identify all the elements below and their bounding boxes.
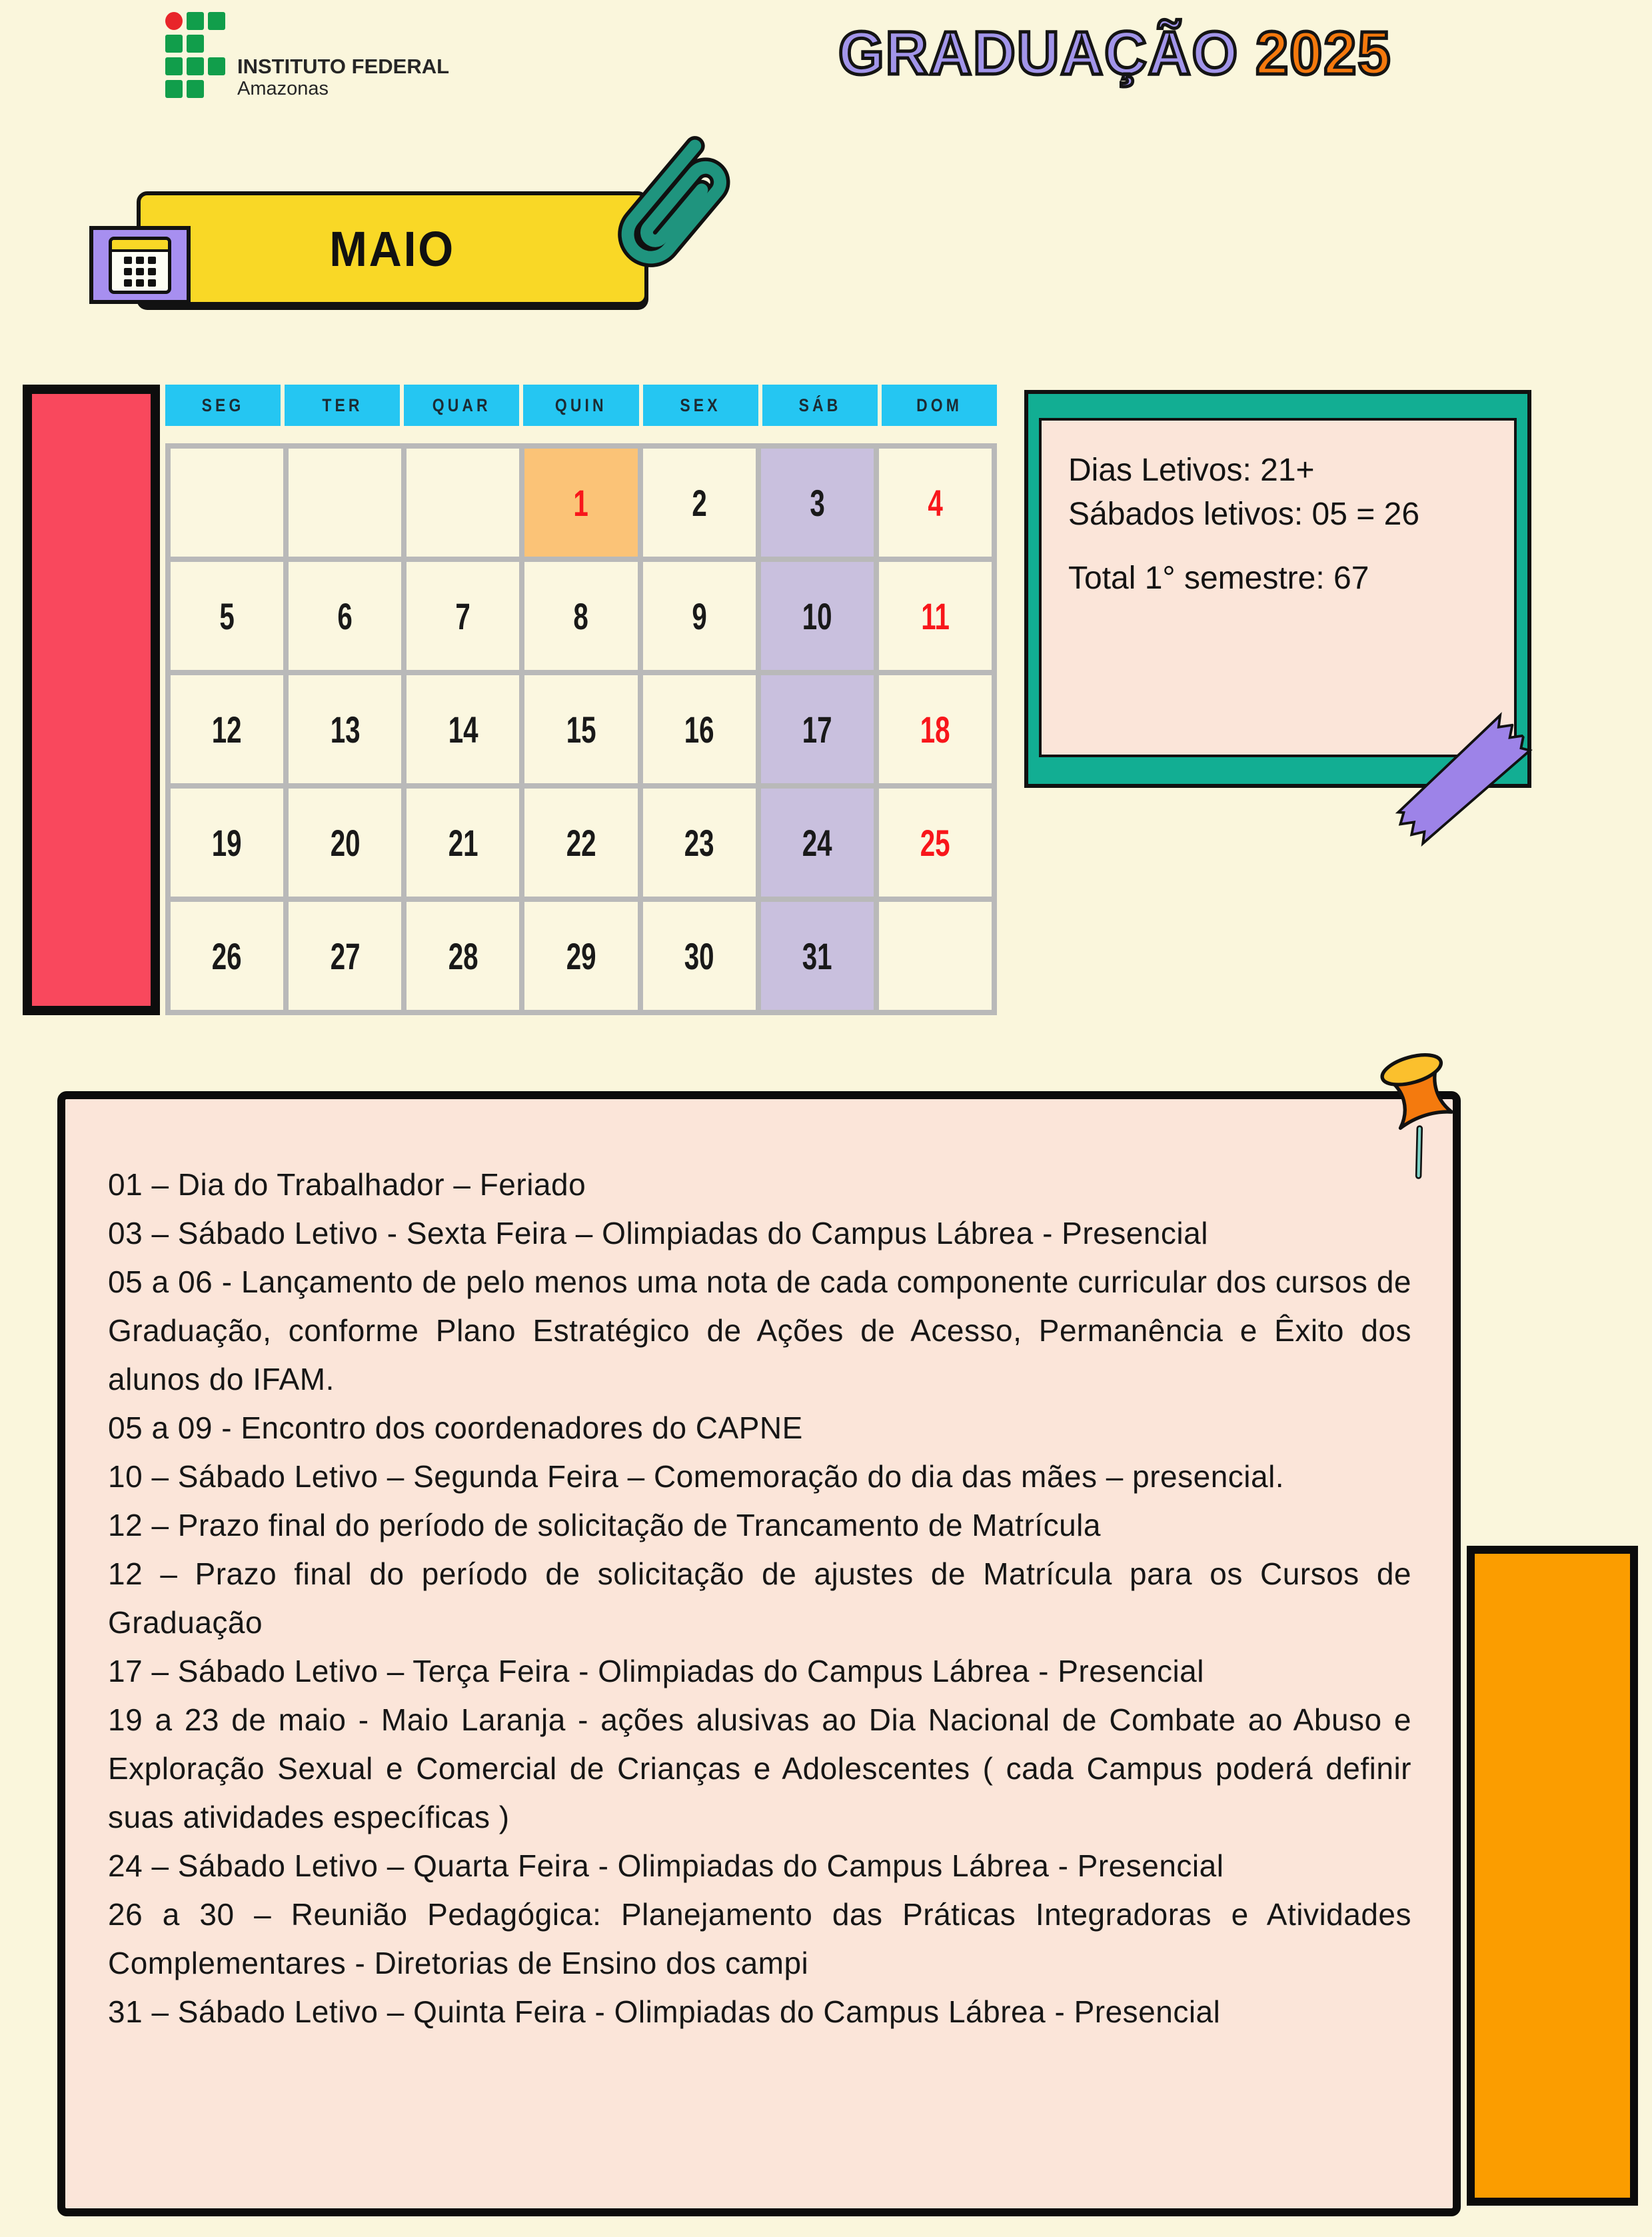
day-cell: 31: [761, 902, 874, 1010]
event-item: 01 – Dia do Trabalhador – Feriado: [108, 1167, 586, 1202]
day-cell: 25: [879, 789, 992, 897]
day-cell: 15: [524, 675, 637, 783]
weekday-header-cell: TER: [285, 385, 400, 426]
left-accent-bar: [23, 385, 160, 1015]
events-list-box: [57, 1091, 1461, 2216]
summary-saturdays: Sábados letivos: 05 = 26: [1068, 497, 1420, 532]
day-cell: 3: [761, 449, 874, 557]
day-cell: 4: [879, 449, 992, 557]
day-cell: 18: [879, 675, 992, 783]
event-item: 05 a 06 - Lançamento de pelo menos uma nota de cada componente curricular dos cursos de Graduação, conforme Plano Estratégico de Ações de Acesso, Permanência e Êxito dos alunos do IFAM.: [108, 1264, 1411, 1396]
event-item: 26 a 30 – Reunião Pedagógica: Planejamento das Práticas Integradoras e Atividades Complementares - Diretorias de Ensino dos campi: [108, 1897, 1411, 1980]
ifam-logo-icon: [165, 12, 225, 98]
right-accent-bar: [1467, 1546, 1638, 2206]
event-item: 17 – Sábado Letivo – Terça Feira - Olimpiadas do Campus Lábrea - Presencial: [108, 1654, 1204, 1688]
day-cell: 30: [643, 902, 756, 1010]
event-item: 05 a 09 - Encontro dos coordenadores do CAPNE: [108, 1410, 803, 1445]
summary-note-panel: [1039, 418, 1517, 757]
day-cell: 16: [643, 675, 756, 783]
event-item: 03 – Sábado Letivo - Sexta Feira – Olimpiadas do Campus Lábrea - Presencial: [108, 1216, 1208, 1250]
day-cell: 27: [289, 902, 401, 1010]
weekday-header-cell: SEX: [643, 385, 758, 426]
event-item: 12 – Prazo final do período de solicitação de Trancamento de Matrícula: [108, 1508, 1101, 1542]
day-cell: 29: [524, 902, 637, 1010]
page-title: [838, 19, 1391, 89]
event-item: 12 – Prazo final do período de solicitação de ajustes de Matrícula para os Cursos de Graduação: [108, 1556, 1411, 1640]
day-cell: 6: [289, 562, 401, 670]
logo-region-name: Amazonas: [237, 78, 329, 99]
day-cell: [289, 449, 401, 557]
event-item: 24 – Sábado Letivo – Quarta Feira - Olimpiadas do Campus Lábrea - Presencial: [108, 1848, 1224, 1883]
day-cell: [171, 449, 283, 557]
day-cell: 20: [289, 789, 401, 897]
day-cell: 9: [643, 562, 756, 670]
paperclip-icon: [608, 125, 734, 282]
day-cell: [879, 902, 992, 1010]
month-day-grid: [165, 443, 997, 1015]
ifam-logo: [165, 12, 449, 98]
pushpin-icon: [1367, 1045, 1474, 1186]
day-cell: 13: [289, 675, 401, 783]
day-cell: 1: [524, 449, 637, 557]
calendar-icon-box: [89, 226, 191, 304]
day-cell: 8: [524, 562, 637, 670]
day-cell: 12: [171, 675, 283, 783]
logo-red-dot: [165, 12, 183, 30]
page-title-year: 2025: [1255, 19, 1392, 87]
weekday-header-cell: QUIN: [523, 385, 638, 426]
event-item: 10 – Sábado Letivo – Segunda Feira – Comemoração do dia das mães – presencial.: [108, 1459, 1285, 1494]
day-cell: [407, 449, 519, 557]
day-cell: 2: [643, 449, 756, 557]
weekday-header-cell: SEG: [165, 385, 281, 426]
day-cell: 14: [407, 675, 519, 783]
day-cell: 21: [407, 789, 519, 897]
weekday-header-row: [165, 385, 997, 426]
calendar-icon: [109, 237, 171, 294]
day-cell: 28: [407, 902, 519, 1010]
summary-semester-total: Total 1° semestre: 67: [1068, 561, 1369, 596]
day-cell: 23: [643, 789, 756, 897]
month-name: MAIO: [329, 221, 456, 277]
page-title-word: GRADUAÇÃO: [838, 19, 1239, 87]
day-cell: 7: [407, 562, 519, 670]
day-cell: 5: [171, 562, 283, 670]
event-item: 31 – Sábado Letivo – Quinta Feira - Olimpiadas do Campus Lábrea - Presencial: [108, 1994, 1221, 2029]
weekday-header-cell: SÁB: [762, 385, 878, 426]
day-cell: 22: [524, 789, 637, 897]
weekday-header-cell: QUAR: [404, 385, 519, 426]
summary-note-box: [1024, 390, 1531, 788]
day-cell: 10: [761, 562, 874, 670]
weekday-header-cell: DOM: [882, 385, 997, 426]
ifam-logo-text: [237, 55, 449, 99]
logo-institution-name: INSTITUTO FEDERAL: [237, 55, 450, 78]
day-cell: 19: [171, 789, 283, 897]
month-banner: [137, 191, 648, 306]
day-cell: 24: [761, 789, 874, 897]
summary-school-days: Dias Letivos: 21+: [1068, 453, 1315, 488]
event-item: 19 a 23 de maio - Maio Laranja - ações alusivas ao Dia Nacional de Combate ao Abuso e Exploração Sexual e Comercial de Crianças e Adolescentes ( cada Campus poderá definir suas atividades específicas ): [108, 1702, 1411, 1834]
day-cell: 17: [761, 675, 874, 783]
day-cell: 11: [879, 562, 992, 670]
day-cell: 26: [171, 902, 283, 1010]
